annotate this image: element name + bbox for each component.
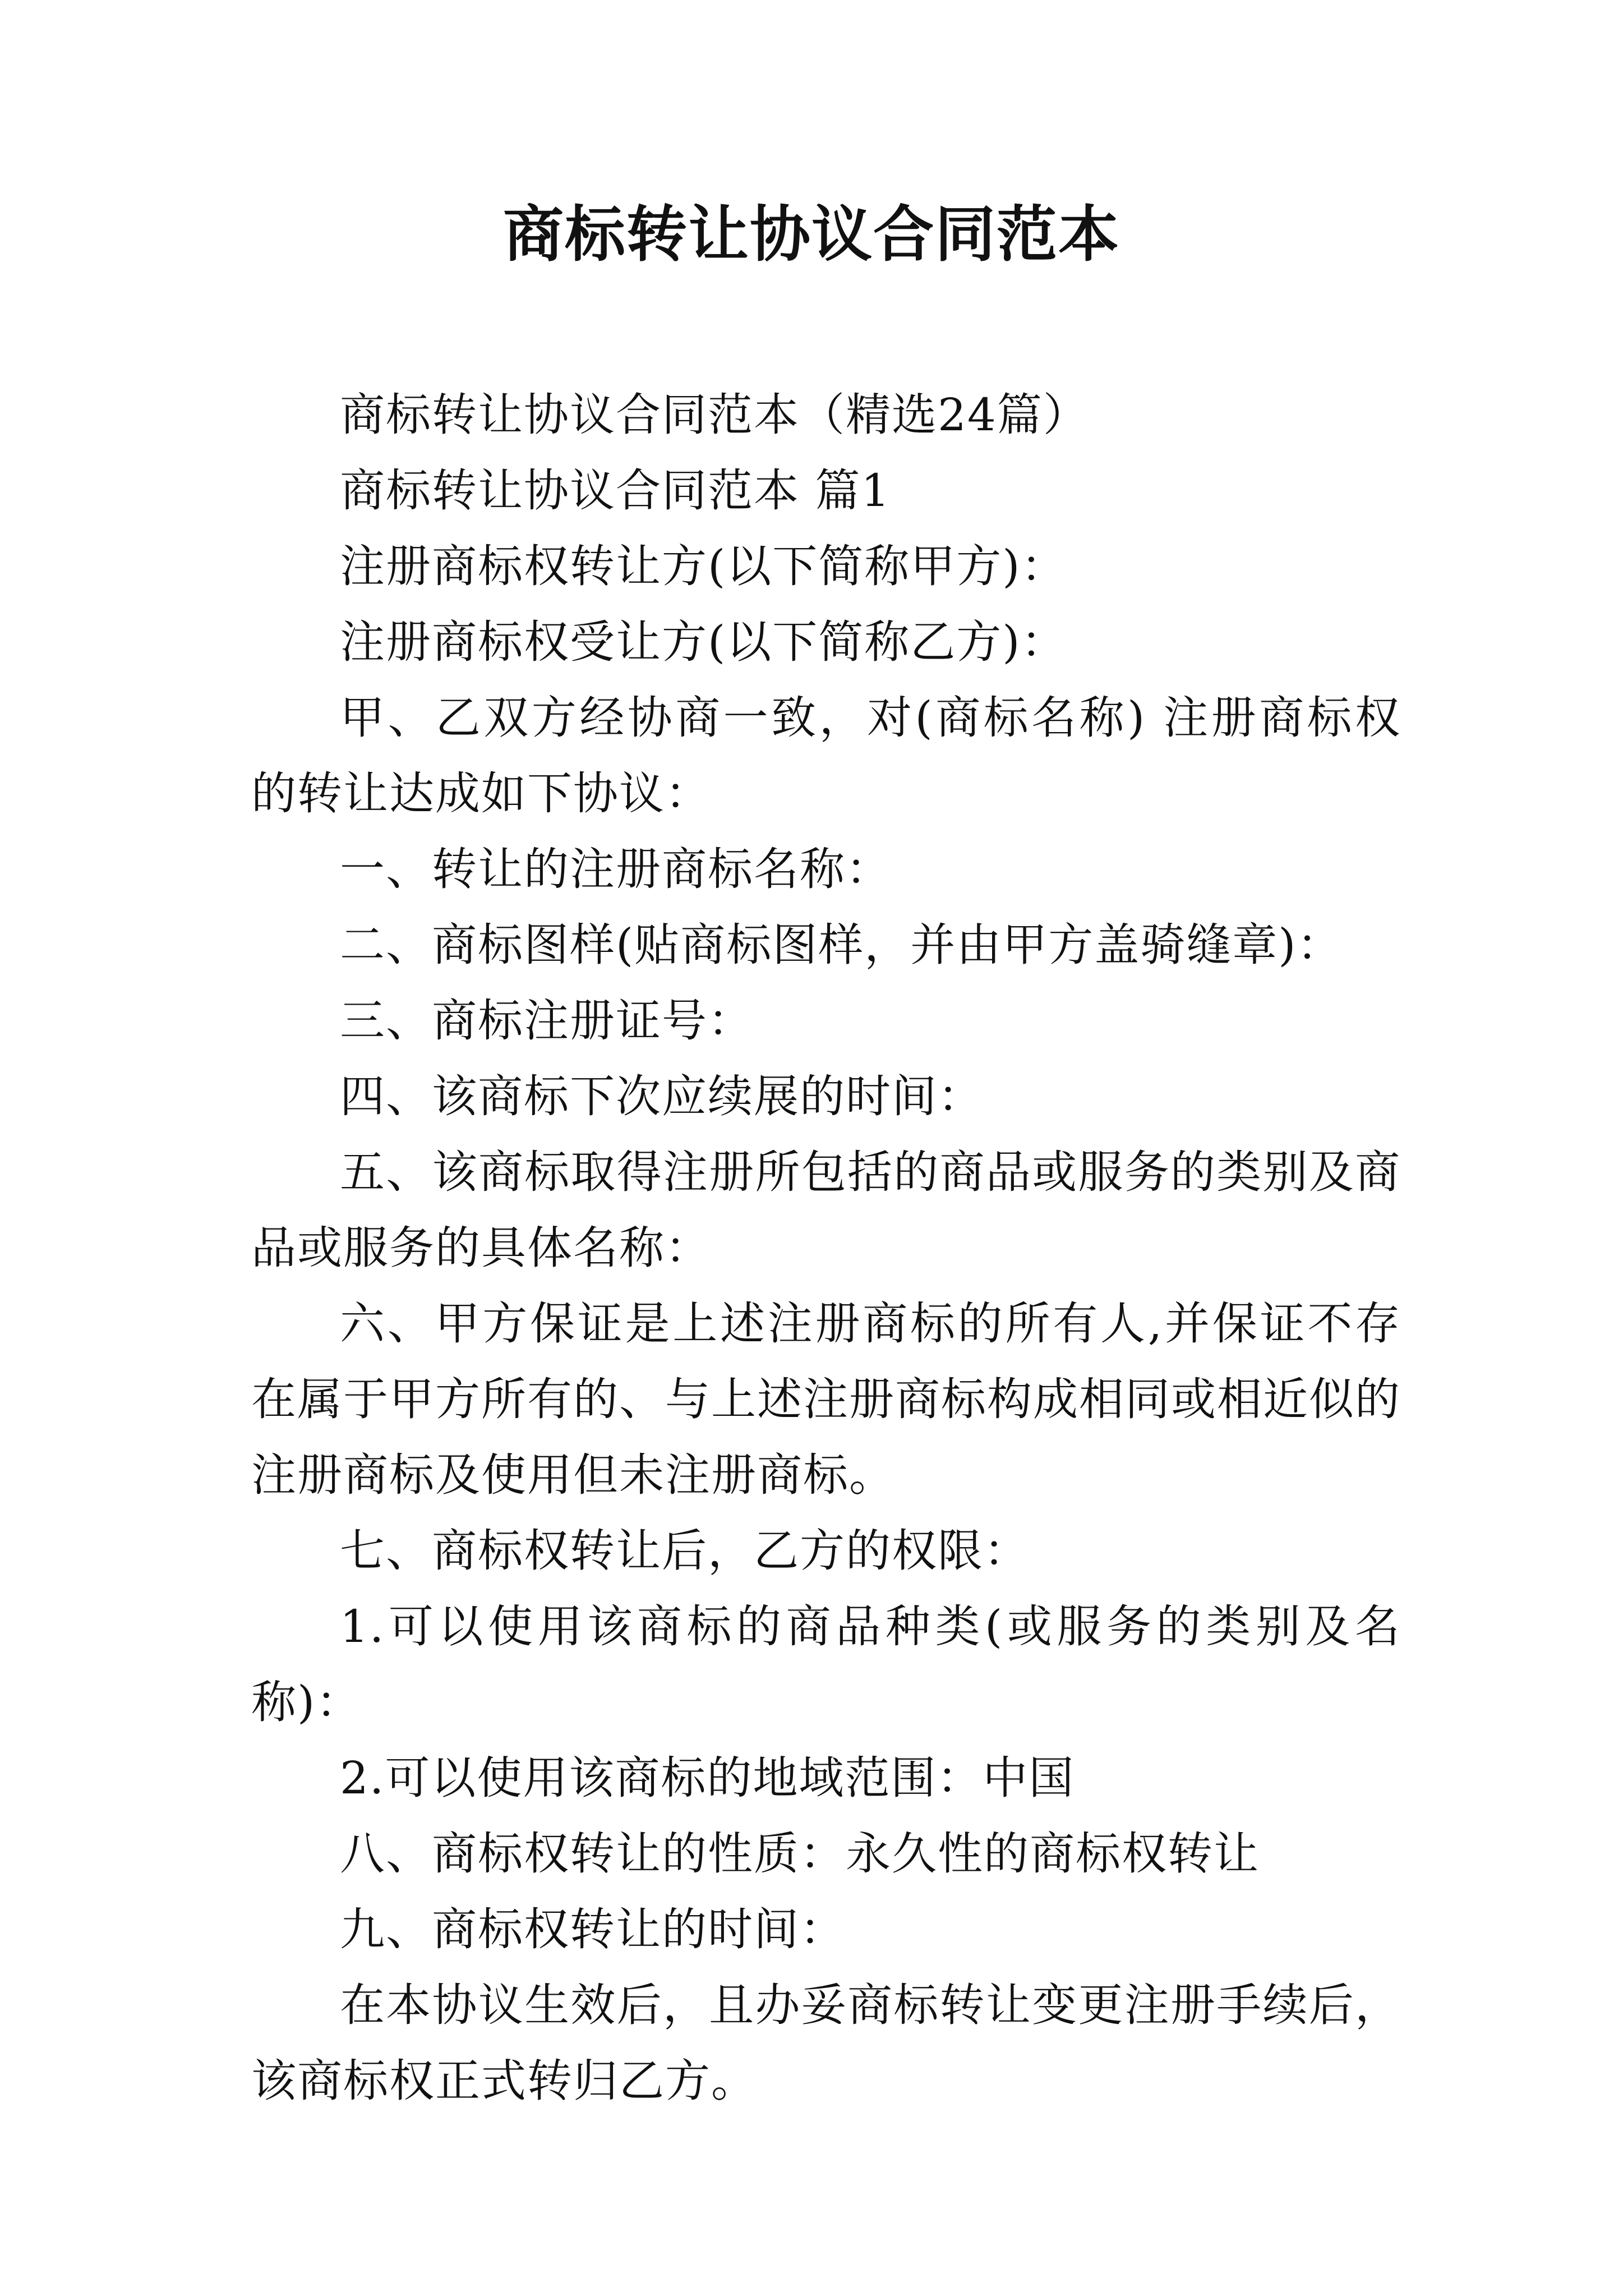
paragraph-clause-6: 六、甲方保证是上述注册商标的所有人,并保证不存在属于甲方所有的、与上述注册商标构成相同或相近似的注册商标及使用但未注册商标。 (251, 1297, 1401, 1501)
paragraph-clause-1: 一、转让的注册商标名称： (340, 843, 892, 895)
document-body (251, 377, 1401, 2119)
paragraph-clause-8: 八、商标权转让的性质：永久性的商标权转让 (340, 1828, 1260, 1880)
paragraph-clause-3: 三、商标注册证号： (340, 995, 754, 1047)
paragraph-clause-9-detail: 在本协议生效后，且办妥商标转让变更注册手续后，该商标权正式转归乙方。 (251, 1979, 1401, 2107)
paragraph-clause-7-item-1: 1.可以使用该商标的商品种类(或服务的类别及名称)： (251, 1600, 1401, 1728)
paragraph-selection-note: 商标转让协议合同范本（精选24篇） (340, 389, 1089, 441)
paragraph-agreement-intro: 甲、乙双方经协商一致，对(商标名称) 注册商标权的转让达成如下协议： (251, 692, 1401, 820)
paragraph-clause-5: 五、该商标取得注册所包括的商品或服务的类别及商品或服务的具体名称： (251, 1146, 1401, 1274)
paragraph-clause-7: 七、商标权转让后，乙方的权限： (340, 1525, 1030, 1577)
paragraph-transferee: 注册商标权受让方(以下简称乙方)： (340, 616, 1067, 668)
paragraph-clause-4: 四、该商标下次应续展的时间： (340, 1070, 984, 1122)
paragraph-clause-2: 二、商标图样(贴商标图样，并由甲方盖骑缝章)： (340, 919, 1343, 971)
document-title: 商标转让协议合同范本 (502, 199, 1120, 270)
paragraph-section-heading: 商标转让协议合同范本 篇1 (340, 464, 891, 517)
paragraph-clause-9: 九、商标权转让的时间： (340, 1903, 846, 1955)
paragraph-transferor: 注册商标权转让方(以下简称甲方)： (340, 540, 1067, 592)
paragraph-clause-7-item-2: 2.可以使用该商标的地域范围：中国 (340, 1752, 1075, 1804)
